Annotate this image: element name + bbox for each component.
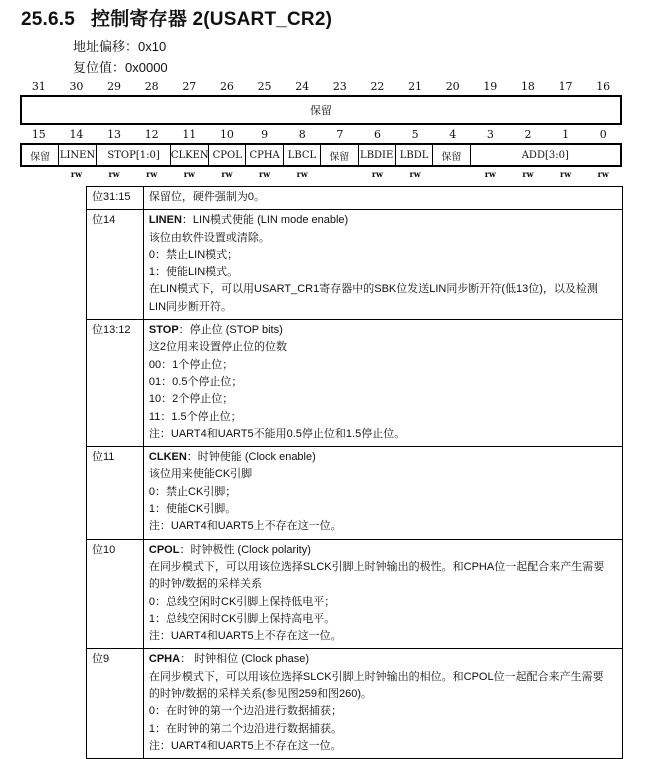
access-type: rw <box>522 169 534 179</box>
table-row <box>87 447 623 539</box>
access-type <box>20 167 58 181</box>
bit-number: 27 <box>182 80 197 93</box>
register-field: 保留 <box>433 145 470 165</box>
bit-range <box>87 649 144 759</box>
register-field: LBDIE <box>359 145 396 165</box>
bit-numbers-low <box>20 127 622 143</box>
bit-number: 12 <box>144 128 159 141</box>
field-heading <box>149 449 617 466</box>
field-title: ：时钟使能 (Clock enable) <box>186 451 316 464</box>
register-field: 保留 <box>321 145 358 165</box>
register-field: 保留 <box>22 145 59 165</box>
description-line: 0：在时钟的第一个边沿进行数据捕获； <box>148 705 343 718</box>
section-heading <box>21 4 332 31</box>
access-type: rw <box>296 169 308 179</box>
table-row <box>87 320 623 447</box>
bit-range <box>87 539 144 649</box>
field-name: LINEN <box>148 214 182 227</box>
description-line: 11：1.5个停止位； <box>148 410 242 423</box>
bit-number: 29 <box>107 80 122 93</box>
bit-number: 19 <box>483 80 498 93</box>
bit-number: 14 <box>69 128 84 141</box>
bit-number: 7 <box>336 128 344 141</box>
field-heading <box>149 542 617 559</box>
field-heading <box>149 322 617 339</box>
bit-number: 5 <box>411 128 419 141</box>
register-field: CPOL <box>209 145 246 165</box>
description-line: 在同步模式下，可以用该位选择SLCK引脚上时钟输出的极性。和CPHA位一起配合来产生需要 <box>148 560 605 573</box>
bit-number: 24 <box>295 80 310 93</box>
section-title: 控制寄存器 2(USART_CR2) <box>91 9 333 30</box>
description-line: 这2位用来设置停止位的位数 <box>148 341 288 354</box>
bit-description <box>143 320 622 447</box>
register-field: LINEN <box>59 145 96 165</box>
bit-number: 1 <box>562 128 570 141</box>
bit-description <box>143 210 622 320</box>
access-type: rw <box>183 169 195 179</box>
bit-range <box>87 187 144 210</box>
access-type: rw <box>70 169 82 179</box>
bit-number: 31 <box>31 80 46 93</box>
register-field: LBCL <box>284 145 321 165</box>
description-line: 1：在时钟的第二个边沿进行数据捕获。 <box>148 722 343 735</box>
field-heading <box>149 189 617 206</box>
bit-number: 9 <box>261 128 269 141</box>
bit-description <box>143 539 622 649</box>
bit-number: 21 <box>408 80 423 93</box>
description-line: 00：1个停止位； <box>148 358 234 371</box>
access-type <box>434 167 472 181</box>
bit-description <box>143 649 622 759</box>
register-field: ADD[3:0] <box>521 149 569 161</box>
register-field: STOP[1:0] <box>97 145 172 165</box>
field-title: ： 时钟相位 (Clock phase) <box>180 653 310 666</box>
access-type: rw <box>484 169 496 179</box>
bit-number: 0 <box>599 128 607 141</box>
register-field: LBDL <box>396 145 433 165</box>
bit-number: 20 <box>445 80 460 93</box>
table-row <box>87 187 623 210</box>
description-line: 10：2个停止位； <box>148 393 234 406</box>
bit-number: 10 <box>219 128 234 141</box>
description-line: LIN同步断开符。 <box>148 300 233 313</box>
description-line: 注：UART4和UART5上不存在这一位。 <box>148 630 342 643</box>
bit-description-table <box>86 186 623 759</box>
bit-description <box>143 187 622 210</box>
bit-number: 11 <box>182 128 197 141</box>
bit-number: 13 <box>107 128 122 141</box>
section-number: 25.6.5 <box>21 9 76 30</box>
register-low-half <box>20 127 622 181</box>
field-heading <box>149 212 617 229</box>
table-row <box>87 649 623 759</box>
description-line: 该位由软件设置或清除。 <box>148 231 270 244</box>
bit-range-label: 位11 <box>92 451 115 464</box>
register-high-half <box>20 79 622 125</box>
field-title: ：停止位 (STOP bits) <box>178 324 283 337</box>
bit-number: 25 <box>257 80 272 93</box>
bit-number: 16 <box>596 80 611 93</box>
description-line: 0：总线空闲时CK引脚上保持低电平； <box>148 595 336 608</box>
description-line: 注：UART4和UART5上不存在这一位。 <box>148 520 342 533</box>
description-line: 的时钟/数据的采样关系 <box>148 578 262 591</box>
access-type: rw <box>108 169 120 179</box>
description-line: 1：使能LIN模式。 <box>148 266 239 279</box>
description-line: 1：总线空闲时CK引脚上保持高电平。 <box>148 612 336 625</box>
field-name: STOP <box>148 324 179 337</box>
bit-range <box>87 447 144 539</box>
description-line: 01：0.5个停止位； <box>148 375 243 388</box>
bit-number: 15 <box>31 128 46 141</box>
description-line: 该位用来使能CK引脚 <box>148 468 253 481</box>
bit-numbers-high <box>20 79 622 95</box>
field-title: ：LIN模式使能 (LIN mode enable) <box>181 214 349 227</box>
bit-description <box>143 447 622 539</box>
field-name: CPHA <box>148 653 181 666</box>
access-type <box>321 167 359 181</box>
access-types-low <box>20 167 622 181</box>
access-type: rw <box>259 169 271 179</box>
table-row <box>87 210 623 320</box>
table-row <box>87 539 623 649</box>
field-title: ：时钟极性 (Clock polarity) <box>179 543 311 556</box>
bit-range-label: 位14 <box>92 214 116 227</box>
bit-number: 2 <box>524 128 532 141</box>
field-title: 保留位，硬件强制为0。 <box>148 191 266 203</box>
bit-range-label: 位31:15 <box>92 191 131 203</box>
description-line: 注：UART4和UART5上不存在这一位。 <box>148 739 342 752</box>
description-line: 在LIN模式下，可以用USART_CR1寄存器中的SBK位发送LIN同步断开符(低13位)，以及检测 <box>148 283 598 296</box>
bit-number: 4 <box>449 128 457 141</box>
field-heading <box>149 651 617 668</box>
description-line: 在同步模式下，可以用该位选择SLCK引脚上时钟输出的相位。和CPOL位一起配合来产生需要 <box>148 670 604 683</box>
bit-range <box>87 320 144 447</box>
bit-number: 6 <box>373 128 381 141</box>
access-type: rw <box>409 169 421 179</box>
bit-number: 3 <box>486 128 494 141</box>
description-line: 注：UART4和UART5不能用0.5停止位和1.5停止位。 <box>148 427 406 440</box>
register-field: CPHA <box>246 145 283 165</box>
bit-number: 17 <box>558 80 573 93</box>
access-type: rw <box>597 169 609 179</box>
bit-range-label: 位10 <box>92 543 116 556</box>
description-line: 0：禁止LIN模式； <box>148 248 239 261</box>
bit-range <box>87 210 144 320</box>
bit-number: 26 <box>219 80 234 93</box>
bit-number: 28 <box>144 80 159 93</box>
register-field: 保留 <box>310 104 332 117</box>
access-type: rw <box>371 169 383 179</box>
bit-number: 30 <box>69 80 84 93</box>
description-line: 0：禁止CK引脚； <box>148 485 237 498</box>
access-type: rw <box>221 169 233 179</box>
bit-number: 8 <box>298 128 306 141</box>
access-type: rw <box>560 169 572 179</box>
description-line: 的时钟/数据的采样关系(参见图259和图260)。 <box>148 688 372 701</box>
access-type: rw <box>146 169 158 179</box>
field-name: CPOL <box>148 543 180 556</box>
bit-range-label: 位13:12 <box>92 324 131 337</box>
register-field: CLKEN <box>171 145 209 165</box>
register-fields-low <box>20 143 622 167</box>
bit-number: 23 <box>332 80 347 93</box>
description-line: 1：使能CK引脚。 <box>148 503 237 516</box>
reset-value: 复位值：0x0000 <box>73 60 168 75</box>
register-fields-high <box>20 95 622 125</box>
field-name: CLKEN <box>148 451 187 464</box>
bit-number: 22 <box>370 80 385 93</box>
address-offset: 地址偏移：0x10 <box>73 39 167 54</box>
bit-number: 18 <box>520 80 535 93</box>
bit-range-label: 位9 <box>92 653 110 666</box>
